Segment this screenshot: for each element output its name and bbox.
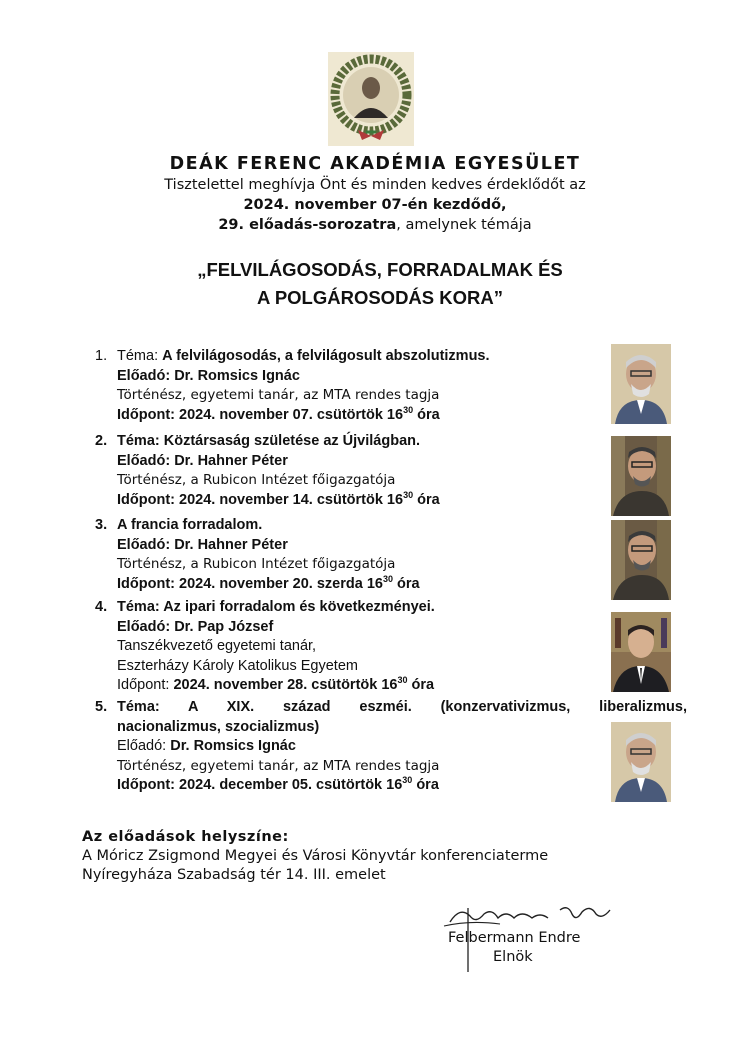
speaker-label: Előadó: bbox=[117, 452, 175, 469]
talk-time: 2024. november 07. csütörtök 16 bbox=[179, 406, 404, 423]
time-minutes: 30 bbox=[382, 573, 393, 584]
talk-number: 1. bbox=[95, 348, 108, 364]
time-unit: óra bbox=[412, 777, 439, 793]
time-label: Időpont: bbox=[117, 575, 180, 592]
time-label: Időpont: bbox=[117, 777, 180, 793]
time-label: Időpont: bbox=[117, 491, 180, 508]
speaker-photo bbox=[611, 520, 671, 600]
talk-number: 5. bbox=[95, 699, 108, 715]
speaker-description-line-1: Tanszékvezető egyetemi tanár, bbox=[117, 638, 317, 654]
invitation-header bbox=[60, 153, 690, 235]
venue-section bbox=[82, 828, 702, 885]
talk-number: 4. bbox=[95, 599, 108, 615]
series-line-rest: , amelynek témája bbox=[396, 217, 532, 233]
talk-speaker: Dr. Hahner Péter bbox=[174, 452, 288, 469]
speaker-description: Történész, egyetemi tanár, az MTA rendes tagja bbox=[117, 757, 440, 774]
speaker-description-line-2: Eszterházy Károly Katolikus Egyetem bbox=[117, 657, 358, 674]
venue-heading: Az előadások helyszíne: bbox=[82, 829, 289, 845]
series-title bbox=[100, 256, 660, 312]
speaker-photo bbox=[611, 722, 671, 802]
time-label: Időpont: bbox=[117, 406, 180, 423]
venue-line-2: Nyíregyháza Szabadság tér 14. III. emelet bbox=[82, 867, 386, 883]
speaker-label: Előadó: bbox=[117, 536, 175, 553]
series-title-line-1: „FELVILÁGOSODÁS, FORRADALMAK ÉS bbox=[197, 259, 563, 280]
speaker-description: Történész, egyetemi tanár, az MTA rendes tagja bbox=[117, 387, 440, 403]
talk-item bbox=[95, 516, 610, 594]
topic-label: Téma: bbox=[117, 348, 163, 364]
talk-topic: Köztársaság születése az Újvilágban. bbox=[163, 433, 421, 449]
talk-speaker: Dr. Romsics Ignác bbox=[174, 367, 300, 384]
speaker-label: Előadó: bbox=[117, 738, 171, 754]
series-number: 29. előadás-sorozatra bbox=[218, 217, 397, 233]
talk-speaker: Dr. Romsics Ignác bbox=[170, 738, 296, 754]
time-unit: óra bbox=[407, 677, 435, 693]
talk-topic: A francia forradalom. bbox=[117, 517, 263, 533]
wreath-portrait-image bbox=[328, 52, 414, 146]
talk-speaker: Dr. Pap József bbox=[174, 618, 274, 635]
speaker-description: Történész, a Rubicon Intézet főigazgatója bbox=[117, 472, 396, 488]
talk-number: 3. bbox=[95, 517, 108, 533]
speaker-description: Történész, a Rubicon Intézet főigazgatója bbox=[117, 556, 396, 572]
talk-time: 2024. december 05. csütörtök 16 bbox=[179, 777, 403, 793]
time-label: Időpont: bbox=[117, 677, 174, 693]
talk-speaker: Dr. Hahner Péter bbox=[174, 536, 288, 553]
time-unit: óra bbox=[413, 491, 440, 508]
talk-number: 2. bbox=[95, 433, 108, 449]
talk-topic-line-2: nacionalizmus, szocializmus) bbox=[117, 718, 320, 735]
time-minutes: 30 bbox=[397, 675, 408, 685]
time-minutes: 30 bbox=[402, 775, 413, 785]
talk-time: 2024. november 14. csütörtök 16 bbox=[179, 491, 404, 508]
topic-label: Téma: bbox=[117, 599, 164, 615]
time-unit: óra bbox=[392, 575, 420, 592]
talk-time: 2024. november 20. szerda 16 bbox=[179, 575, 383, 592]
signer-role: Elnök bbox=[493, 949, 533, 965]
talk-item bbox=[95, 698, 695, 796]
invitation-line: Tisztelettel meghívja Önt és minden kedves érdeklődőt az bbox=[164, 177, 586, 193]
speaker-label: Előadó: bbox=[117, 367, 175, 384]
speaker-photo bbox=[611, 436, 671, 516]
series-line bbox=[60, 215, 690, 235]
talk-item bbox=[95, 347, 610, 425]
speaker-label: Előadó: bbox=[117, 618, 175, 635]
signer-name: Felbermann Endre bbox=[448, 930, 581, 946]
topic-label: Téma: bbox=[117, 433, 164, 449]
speaker-photo bbox=[611, 344, 671, 424]
talk-topic: Az ipari forradalom és következményei. bbox=[163, 599, 435, 615]
portrait-wreath-logo bbox=[328, 52, 414, 146]
talk-time: 2024. november 28. csütörtök 16 bbox=[173, 677, 398, 693]
speaker-photo bbox=[611, 612, 671, 692]
venue-line-1: A Móricz Zsigmond Megyei és Városi Könyvtár konferenciaterme bbox=[82, 848, 549, 864]
talk-item bbox=[95, 432, 610, 510]
series-start-date: 2024. november 07-én kezdődő, bbox=[243, 197, 507, 213]
talk-topic: A felvilágosodás, a felvilágosult abszolutizmus. bbox=[162, 348, 490, 364]
talk-topic-line-1: Téma: A XIX. század eszméi. (konzervativizmus, liberalizmus, bbox=[117, 699, 687, 715]
series-title-line-2: A POLGÁROSODÁS KORA” bbox=[257, 287, 503, 308]
organization-name: DEÁK FERENC AKADÉMIA EGYESÜLET bbox=[169, 154, 581, 174]
time-minutes: 30 bbox=[403, 404, 414, 415]
time-unit: óra bbox=[413, 406, 440, 423]
time-minutes: 30 bbox=[403, 489, 414, 500]
talk-item bbox=[95, 598, 610, 696]
